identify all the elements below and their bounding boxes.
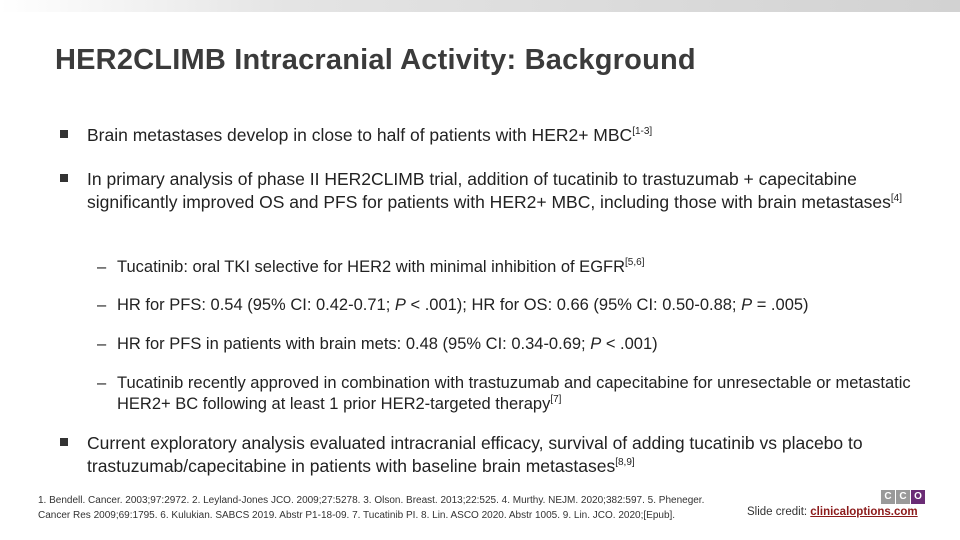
- dash-bullet: –: [97, 374, 107, 392]
- clinicaloptions-link[interactable]: clinicaloptions.com: [810, 506, 918, 518]
- dash-bullet: –: [97, 296, 107, 314]
- subbullet-approval: – Tucatinib recently approved in combination with trastuzumab and capecitabine for unresectable or metastatic HER2+ BC following at least 1 prior HER2-targeted therapy[7]: [97, 374, 911, 413]
- references-line-2: Cancer Res 2009;69:1795. 6. Kulukian. SABCS 2019. Abstr P1-18-09. 7. Tucatinib PI. 8. Lin. ASCO 2020. Abstr 1005. 9. Lin. JCO. 2020;[Epub].: [38, 510, 676, 521]
- cco-logo: [881, 490, 925, 504]
- dash-bullet: –: [97, 258, 107, 276]
- bullet-brain-metastases: Brain metastases develop in close to half of patients with HER2+ MBC[1-3]: [60, 124, 920, 147]
- slide-credit: [747, 506, 918, 518]
- top-gradient-bar: [0, 0, 960, 12]
- subbullet-hr-pfs-os: – HR for PFS: 0.54 (95% CI: 0.42-0.71; P < .001); HR for OS: 0.66 (95% CI: 0.50-0.88; P = .005): [97, 296, 809, 314]
- subbullet-hr-brain-mets: – HR for PFS in patients with brain mets: 0.48 (95% CI: 0.34-0.69; P < .001): [97, 335, 658, 353]
- references: [38, 493, 758, 523]
- subbullet-tucatinib: – Tucatinib: oral TKI selective for HER2 with minimal inhibition of EGFR[5,6]: [97, 257, 645, 276]
- slide-title: HER2CLIMB Intracranial Activity: Background: [55, 44, 696, 76]
- square-bullet-icon: [60, 174, 68, 182]
- references-line-1: 1. Bendell. Cancer. 2003;97:2972. 2. Leyland-Jones JCO. 2009;27:5278. 3. Olson. Breast. 2013;22:525. 4. Murthy. NEJM. 2020;382:597. 5. Pheneger.: [38, 495, 705, 506]
- logo-letter: O: [911, 490, 925, 504]
- logo-letter: C: [896, 490, 910, 504]
- logo-letter: C: [881, 490, 895, 504]
- dash-bullet: –: [97, 335, 107, 353]
- square-bullet-icon: [60, 438, 68, 446]
- bullet-primary-analysis: In primary analysis of phase II HER2CLIMB trial, addition of tucatinib to trastuzumab + capecitabine significantly improved OS and PFS for patients with HER2+ MBC, including those with brain metastases[4]: [60, 168, 920, 214]
- square-bullet-icon: [60, 130, 68, 138]
- slide-credit-label: Slide credit:: [747, 506, 811, 518]
- bullet-current-analysis: Current exploratory analysis evaluated intracranial efficacy, survival of adding tucatinib vs placebo to trastuzumab/capecitabine in patients with baseline brain metastases[8,9]: [60, 432, 920, 478]
